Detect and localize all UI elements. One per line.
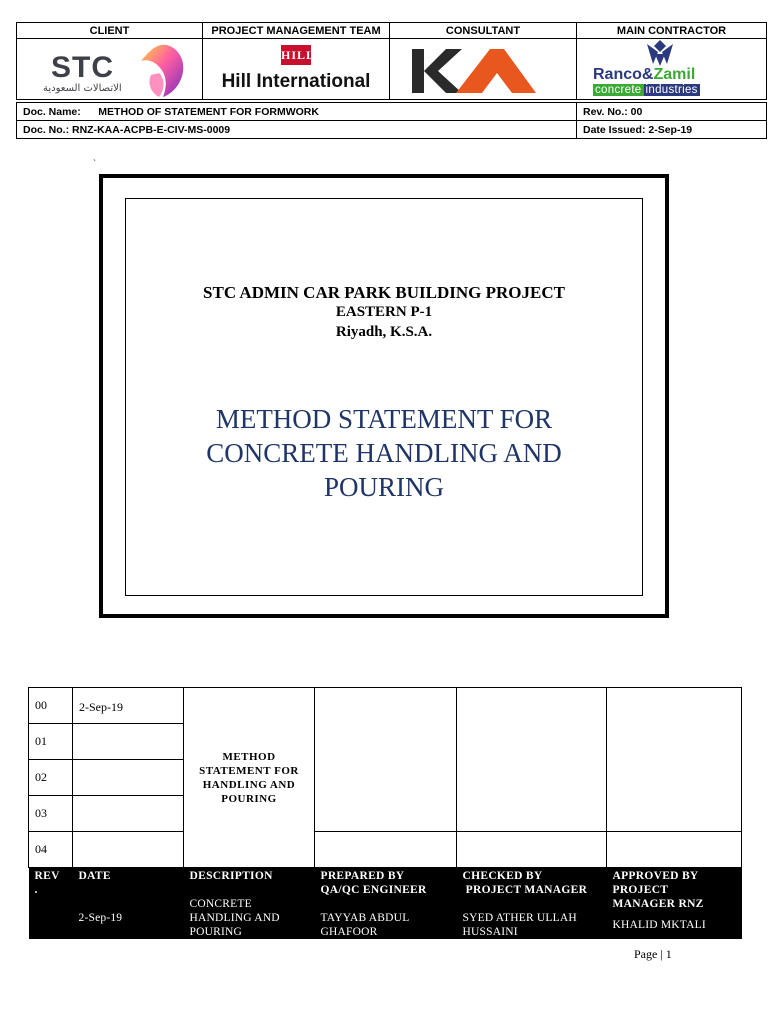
role-pmt: PROJECT MANAGEMENT TEAM (203, 23, 390, 39)
footer-rev (29, 868, 73, 940)
checked-cell (457, 688, 607, 832)
rev-cell: 00 (29, 688, 73, 724)
footer-date-label: DATE (78, 870, 111, 882)
rev-cell: 01 (29, 724, 73, 760)
ranco-word: Ranco (593, 66, 642, 83)
cover-inner-frame (125, 198, 643, 596)
project-location: EASTERN P-1 (335, 304, 433, 320)
footer-checked-role: PROJECT MANAGER (462, 884, 588, 896)
ranco-amp: & (641, 66, 654, 83)
stc-logo-text: STC (51, 51, 114, 84)
ranco-sub (593, 84, 700, 96)
footer-approved-name: KHALID MKTALI (612, 919, 706, 931)
footer-date-value: 2-Sep-19 (78, 912, 123, 924)
doc-name-value: METHOD OF STATEMENT FOR FORMWORK (98, 105, 319, 118)
approved-cell (607, 832, 742, 868)
footer-description-label: DESCRIPTION (189, 870, 273, 882)
rev-cell: 03 (29, 796, 73, 832)
footer-checked-label: CHECKED BY (462, 870, 543, 882)
desc-line: STATEMENT FOR (199, 764, 299, 777)
date-cell (73, 832, 184, 868)
ranco-sub-concrete: concrete (595, 84, 642, 96)
doc-name-row (17, 103, 577, 121)
ranco-zamil-logo (577, 39, 767, 100)
title-line-3: POURING (323, 472, 444, 502)
footer-prepared-name: TAYYAB ABDUL (320, 912, 410, 924)
project-name: STC ADMIN CAR PARK BUILDING PROJECT (203, 283, 565, 302)
footer-description-value: HANDLING AND (189, 912, 280, 924)
footer-rev-label: REV (34, 870, 60, 882)
desc-line: METHOD (222, 750, 276, 763)
doc-no: Doc. No.: RNZ-KAA-ACPB-E-CIV-MS-0009 (17, 121, 577, 139)
footer-checked (457, 868, 607, 940)
footer-checked-name: SYED ATHER ULLAH (462, 912, 577, 924)
footer-approved (607, 868, 742, 940)
footer-approved-role: MANAGER RNZ (612, 898, 704, 910)
consultant-logo (390, 39, 577, 100)
role-client: CLIENT (17, 23, 203, 39)
footer-approved-label: APPROVED BY (612, 870, 699, 882)
ka-logo-icon (412, 49, 536, 93)
stc-logo-arabic: الاتصالات السعودية (43, 83, 122, 94)
title-line-1: METHOD STATEMENT FOR (215, 404, 553, 434)
date-cell: 2-Sep-19 (73, 688, 184, 724)
ranco-sub-industries: industries (645, 84, 698, 96)
document-header (16, 22, 767, 139)
date-cell (73, 796, 184, 832)
desc-line: HANDLING AND (202, 778, 296, 791)
description-merged-cell (184, 688, 315, 868)
footer-prepared (315, 868, 457, 940)
footer-prepared-label: PREPARED BY (320, 870, 405, 882)
ranco-name (593, 66, 695, 84)
zamil-word: Zamil (653, 66, 696, 83)
doc-name-label: Doc. Name: (23, 105, 81, 118)
revision-table (28, 687, 742, 939)
cover-frame (99, 174, 669, 618)
date-issued: Date Issued: 2-Sep-19 (577, 121, 767, 139)
role-consultant: CONSULTANT (390, 23, 577, 39)
ranco-emblem-icon (645, 40, 675, 66)
footer-date (73, 868, 184, 940)
desc-line: POURING (221, 792, 277, 805)
table-row (29, 832, 742, 868)
prepared-cell (315, 688, 457, 832)
role-main-contractor: MAIN CONTRACTOR (577, 23, 767, 39)
table-row (29, 688, 742, 724)
date-cell (73, 760, 184, 796)
checked-cell (457, 832, 607, 868)
hill-international-logo (203, 39, 390, 100)
rev-cell: 02 (29, 760, 73, 796)
hill-logo-text: Hill International (221, 71, 371, 92)
page-number: Page | 1 (634, 947, 672, 961)
footer-checked-name: HUSSAINI (462, 926, 518, 938)
prepared-cell (315, 832, 457, 868)
stray-mark: ` (93, 158, 96, 168)
footer-description-value: CONCRETE (189, 898, 252, 910)
rev-cell: 04 (29, 832, 73, 868)
stc-logo (17, 39, 203, 100)
hill-mark-icon: HILL (281, 45, 311, 65)
stc-swirl-icon (137, 43, 189, 99)
approved-cell (607, 688, 742, 832)
footer-prepared-name: GHAFOOR (320, 926, 378, 938)
project-city: Riyadh, K.S.A. (335, 324, 433, 340)
footer-rev-dot: . (34, 884, 38, 896)
document-title (126, 402, 642, 504)
date-cell (73, 724, 184, 760)
signature-footer-row (29, 868, 742, 940)
footer-approved-role: PROJECT (612, 884, 669, 896)
footer-description (184, 868, 315, 940)
footer-prepared-role: QA/QC ENGINEER (320, 884, 427, 896)
footer-description-value: POURING (189, 926, 243, 938)
title-line-2: CONCRETE HANDLING AND (206, 438, 562, 468)
rev-no: Rev. No.: 00 (577, 103, 767, 121)
